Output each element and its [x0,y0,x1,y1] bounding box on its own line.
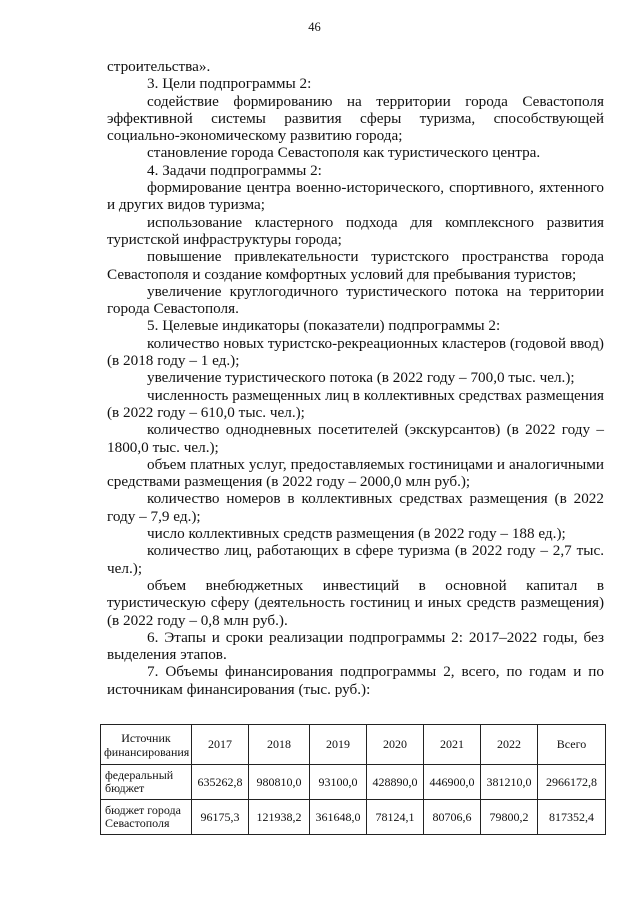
cell-value: 361648,0 [310,800,367,835]
cell-total: 2966172,8 [538,765,606,800]
paragraph: повышение привлекательности туристского пространства города Севастополя и создание комфортных условий для пребывания туристов; [107,248,604,283]
table-row [101,765,606,800]
header-2021: 2021 [424,725,481,765]
paragraph: содействие формированию на территории города Севастополя эффективной системы развития сферы туризма, способствующей социально-экономическому развитию города; [107,92,604,145]
cell-value: 428890,0 [367,765,424,800]
paragraph: объем внебюджетных инвестиций в основной капитал в туристическую сферу (деятельность гостиниц и иных средств размещения) (в 2022 году – 0,8 млн руб.). [107,576,604,629]
document-body [107,58,604,698]
header-2018: 2018 [249,725,310,765]
paragraph: объем платных услуг, предоставляемых гостиницами и аналогичными средствами размещения (в 2022 году – 2000,0 млн руб.); [107,455,604,491]
section-heading-tasks: 4. Задачи подпрограммы 2: [147,161,322,179]
paragraph: количество номеров в коллективных средствах размещения (в 2022 году – 7,9 ед.); [107,490,604,525]
cell-value: 635262,8 [192,765,249,800]
cell-source: федеральный бюджет [101,765,192,800]
paragraph: количество новых туристско-рекреационных кластеров (годовой ввод) (в 2018 году – 1 ед.); [107,334,604,370]
financing-table [100,724,606,835]
section-heading-stages: 6. Этапы и сроки реализации подпрограммы 2: 2017–2022 годы, без выделения этапов. [107,628,604,664]
paragraph: численность размещенных лиц в коллективных средствах размещения (в 2022 году – 610,0 тыс. чел.); [107,386,604,421]
paragraph: количество лиц, работающих в сфере туризма (в 2022 году – 2,7 тыс. чел.); [107,542,604,577]
header-total: Всего [538,725,606,765]
header-2020: 2020 [367,725,424,765]
paragraph: увеличение туристического потока (в 2022 году – 700,0 тыс. чел.); [147,369,575,387]
cell-total: 817352,4 [538,800,606,835]
section-heading-financing: 7. Объемы финансирования подпрограммы 2, всего, по годам и по источникам финансирования (тыс. руб.): [107,663,604,698]
header-2017: 2017 [192,725,249,765]
header-2022: 2022 [481,725,538,765]
section-heading-indicators: 5. Целевые индикаторы (показатели) подпрограммы 2: [147,317,501,335]
cell-value: 80706,6 [424,800,481,835]
cell-value: 446900,0 [424,765,481,800]
paragraph: увеличение круглогодичного туристического потока на территории города Севастополя. [107,282,604,318]
paragraph: становление города Севастополя как туристического центра. [147,144,541,162]
cell-value: 381210,0 [481,765,538,800]
paragraph: строительства». [107,58,211,75]
cell-value: 980810,0 [249,765,310,800]
header-source: Источник финансирования [101,725,192,765]
table-header-row [101,725,606,765]
section-heading-goals: 3. Цели подпрограммы 2: [147,75,312,93]
paragraph: формирование центра военно-исторического, спортивного, яхтенного и других видов туризма; [107,179,604,214]
cell-value: 96175,3 [192,800,249,835]
header-2019: 2019 [310,725,367,765]
paragraph: количество однодневных посетителей (экскурсантов) (в 2022 году – 1800,0 тыс. чел.); [107,421,604,456]
page-number: 46 [308,20,321,34]
financing-table-container [100,724,605,835]
paragraph: использование кластерного подхода для комплексного развития туристской инфраструктуры города; [107,213,604,248]
paragraph: число коллективных средств размещения (в 2022 году – 188 ед.); [147,525,566,543]
cell-value: 121938,2 [249,800,310,835]
cell-value: 79800,2 [481,800,538,835]
cell-value: 93100,0 [310,765,367,800]
cell-value: 78124,1 [367,800,424,835]
table-row [101,800,606,835]
cell-source: бюджет города Севастополя [101,800,192,835]
